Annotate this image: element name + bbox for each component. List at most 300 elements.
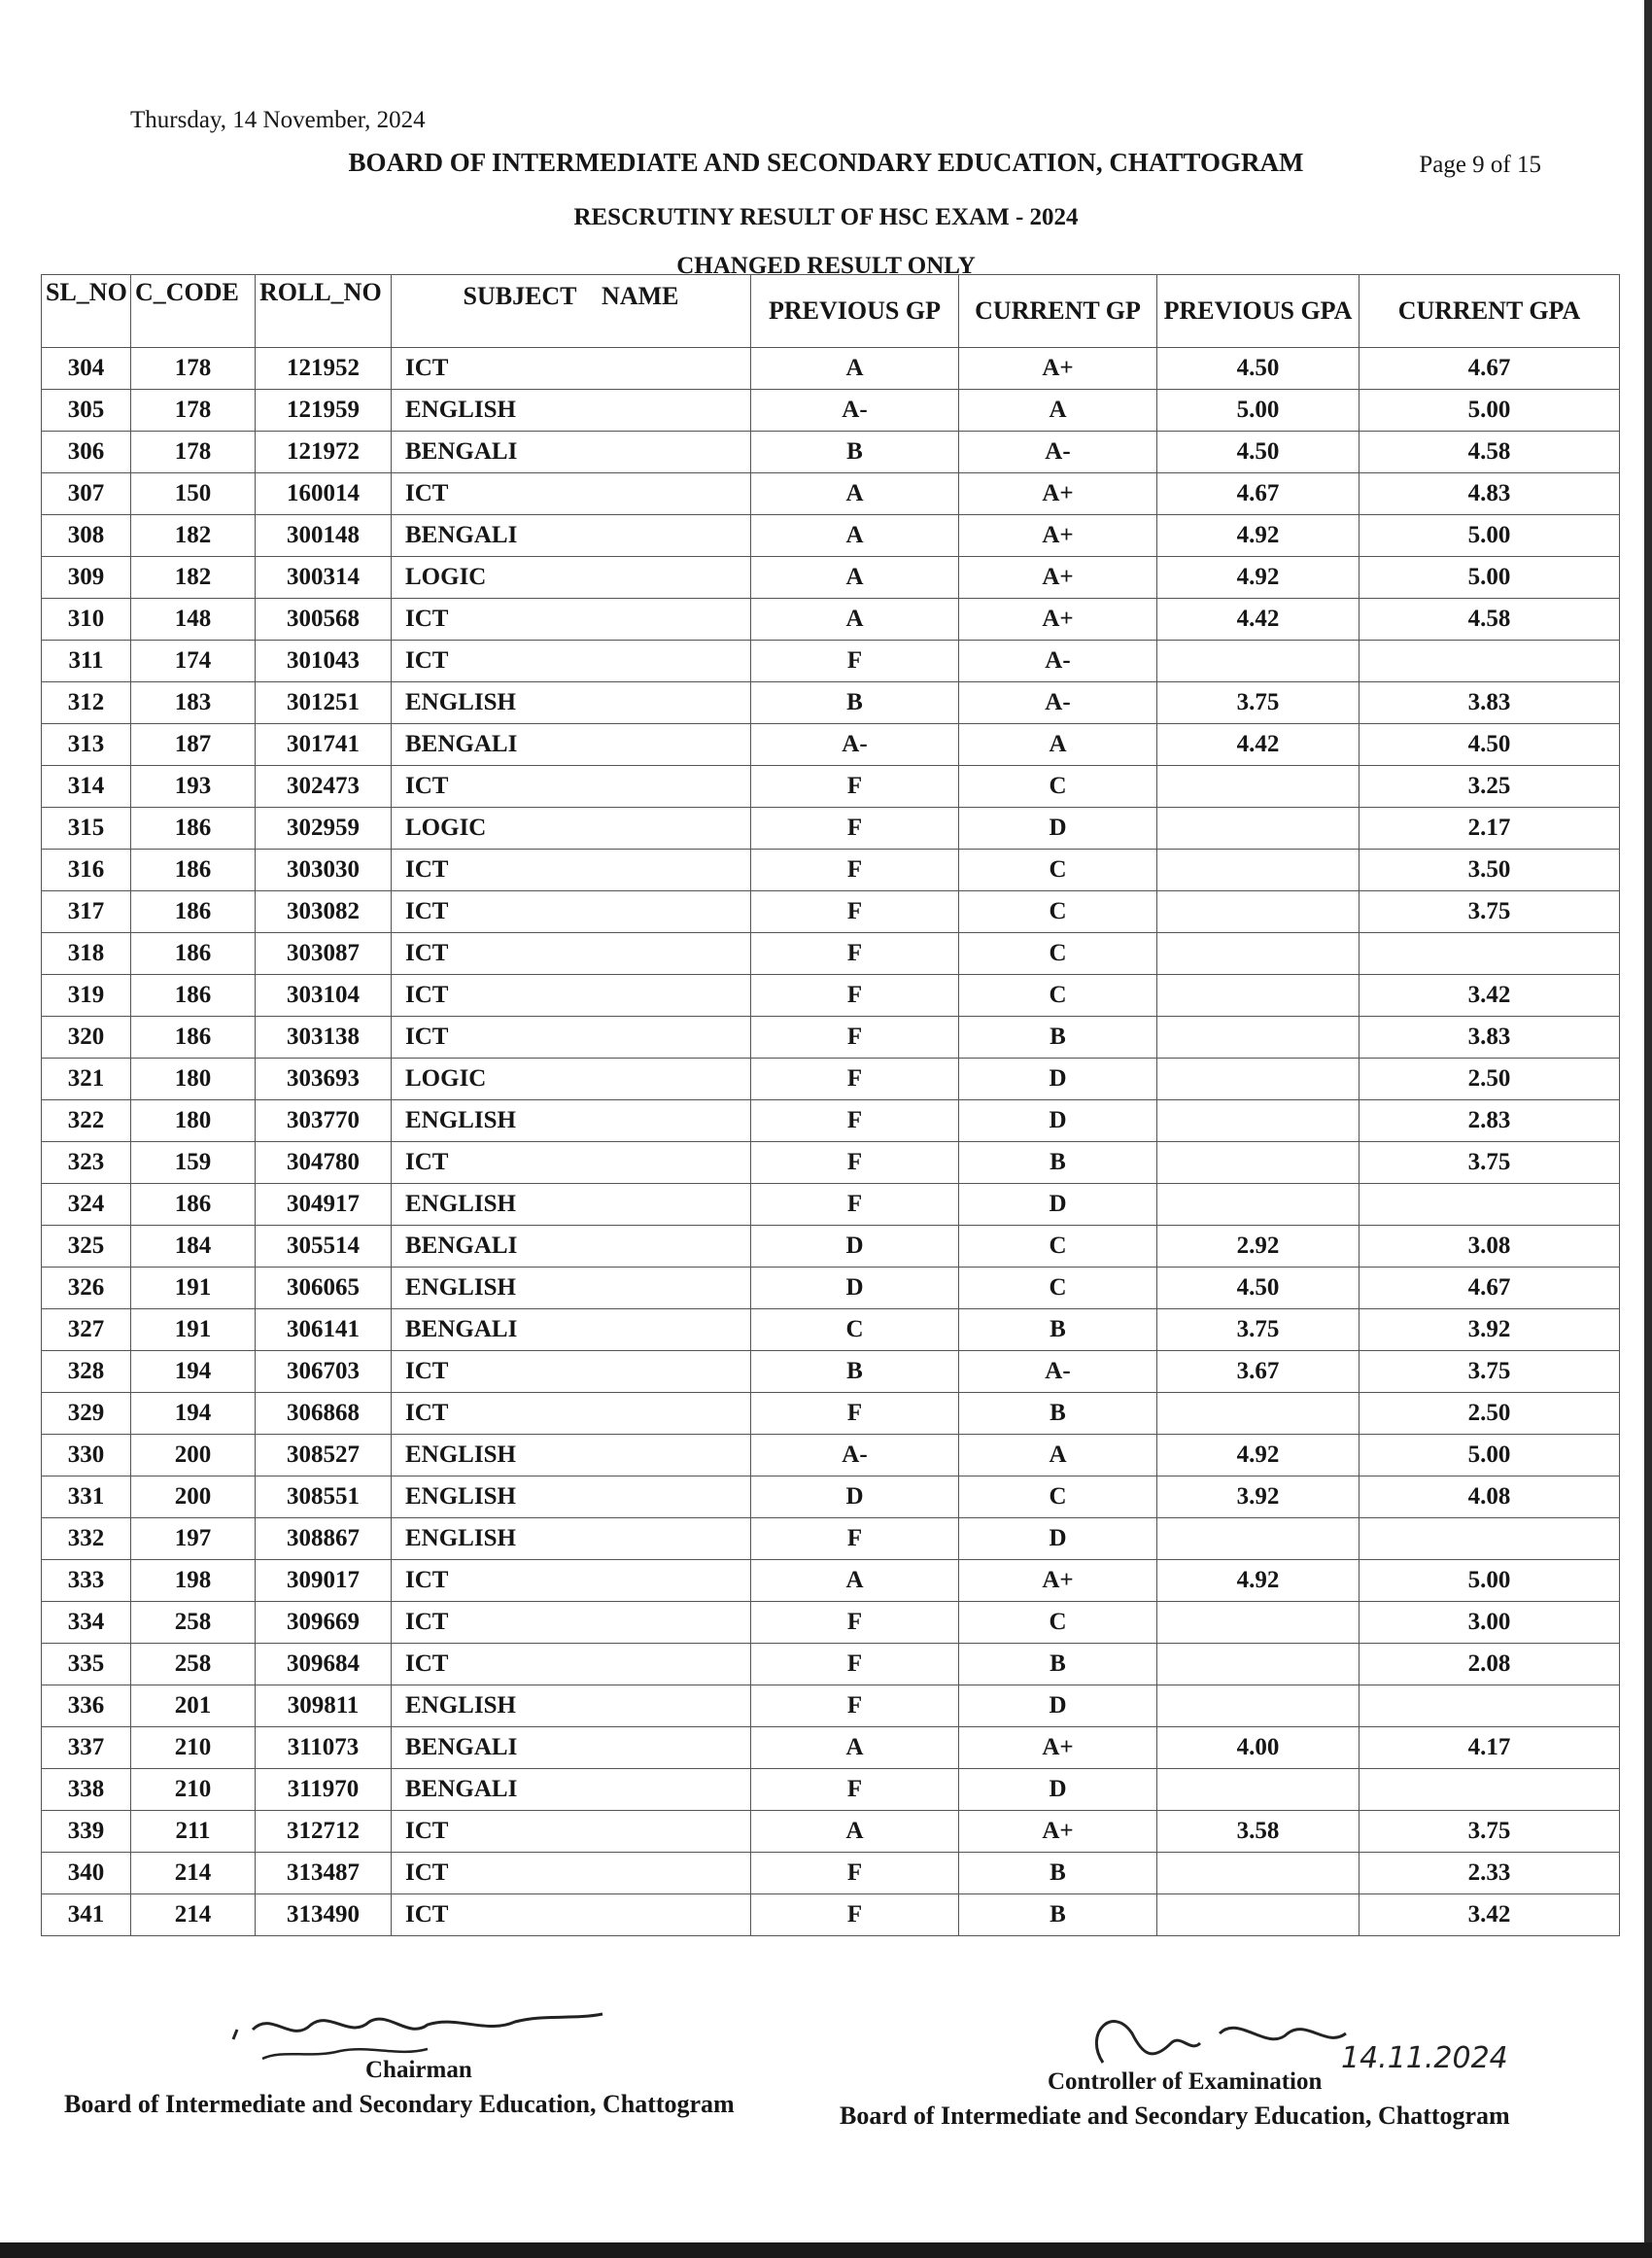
sl-no-cell: 312	[42, 682, 131, 724]
sl-no-cell: 309	[42, 557, 131, 599]
roll-no-cell: 303138	[256, 1017, 392, 1059]
table-row	[42, 1435, 1620, 1476]
c-code-cell: 159	[131, 1142, 256, 1184]
previous-gp-cell: A-	[751, 1435, 959, 1476]
previous-gpa-cell: 3.75	[1157, 682, 1359, 724]
previous-gp-cell: A-	[751, 390, 959, 432]
subject-cell: ICT	[392, 891, 751, 933]
current-gpa-cell	[1359, 1518, 1620, 1560]
subject-cell: ICT	[392, 1560, 751, 1602]
previous-gpa-cell: 4.67	[1157, 473, 1359, 515]
changed-result-title: CHANGED RESULT ONLY	[676, 253, 976, 279]
sl-no-cell: 337	[42, 1727, 131, 1769]
subject-cell: BENGALI	[392, 515, 751, 557]
sl-no-cell: 307	[42, 473, 131, 515]
page-number: Page 9 of 15	[1419, 152, 1541, 178]
roll-no-cell: 306703	[256, 1351, 392, 1393]
sl-no-cell: 315	[42, 808, 131, 850]
previous-gp-cell: F	[751, 1644, 959, 1685]
subject-cell: ENGLISH	[392, 1685, 751, 1727]
roll-no-cell: 302959	[256, 808, 392, 850]
table-row	[42, 1518, 1620, 1560]
table-row	[42, 933, 1620, 975]
sl-no-cell: 325	[42, 1226, 131, 1268]
c-code-cell: 178	[131, 432, 256, 473]
sl-no-cell: 308	[42, 515, 131, 557]
current-gpa-cell: 2.17	[1359, 808, 1620, 850]
previous-gpa-cell	[1157, 1059, 1359, 1100]
roll-no-cell: 303693	[256, 1059, 392, 1100]
roll-no-cell: 313490	[256, 1894, 392, 1936]
current-gpa-cell: 4.83	[1359, 473, 1620, 515]
c-code-cell: 194	[131, 1351, 256, 1393]
roll-no-cell: 306868	[256, 1393, 392, 1435]
sl-no-cell: 331	[42, 1476, 131, 1518]
current-gp-cell: D	[959, 1059, 1157, 1100]
c-code-cell: 214	[131, 1853, 256, 1894]
subject-cell: ICT	[392, 1602, 751, 1644]
subject-cell: ICT	[392, 348, 751, 390]
chairman-label: Chairman	[365, 2057, 472, 2083]
c-code-cell: 258	[131, 1644, 256, 1685]
previous-gp-cell: F	[751, 1602, 959, 1644]
current-gpa-cell	[1359, 641, 1620, 682]
roll-no-cell: 121952	[256, 348, 392, 390]
sl-no-cell: 317	[42, 891, 131, 933]
current-gp-cell: A+	[959, 473, 1157, 515]
previous-gp-cell: F	[751, 1100, 959, 1142]
table-row	[42, 599, 1620, 641]
current-gp-cell: A	[959, 390, 1157, 432]
current-gpa-cell: 4.58	[1359, 432, 1620, 473]
roll-no-cell: 302473	[256, 766, 392, 808]
roll-no-cell: 300568	[256, 599, 392, 641]
subject-cell: BENGALI	[392, 724, 751, 766]
current-gpa-cell	[1359, 1184, 1620, 1226]
current-gp-cell: D	[959, 1184, 1157, 1226]
previous-gp-cell: F	[751, 975, 959, 1017]
previous-gpa-cell	[1157, 1894, 1359, 1936]
c-code-cell: 180	[131, 1059, 256, 1100]
previous-gpa-cell	[1157, 1644, 1359, 1685]
subject-cell: ICT	[392, 641, 751, 682]
previous-gpa-cell: 4.50	[1157, 348, 1359, 390]
sl-no-cell: 338	[42, 1769, 131, 1811]
c-code-cell: 148	[131, 599, 256, 641]
table-row	[42, 682, 1620, 724]
subject-cell: ICT	[392, 1393, 751, 1435]
previous-gp-cell: A-	[751, 724, 959, 766]
current-gpa-cell	[1359, 933, 1620, 975]
c-code-cell: 258	[131, 1602, 256, 1644]
sl-no-cell: 329	[42, 1393, 131, 1435]
sl-no-cell: 316	[42, 850, 131, 891]
table-row	[42, 1853, 1620, 1894]
previous-gp-cell: D	[751, 1226, 959, 1268]
subject-cell: ENGLISH	[392, 390, 751, 432]
roll-no-cell: 308551	[256, 1476, 392, 1518]
subject-cell: ICT	[392, 1142, 751, 1184]
table-row	[42, 891, 1620, 933]
roll-no-cell: 312712	[256, 1811, 392, 1853]
roll-no-cell: 309669	[256, 1602, 392, 1644]
current-gp-cell: B	[959, 1644, 1157, 1685]
previous-gpa-cell: 3.75	[1157, 1309, 1359, 1351]
roll-no-cell: 303087	[256, 933, 392, 975]
previous-gpa-cell: 4.92	[1157, 557, 1359, 599]
table-row	[42, 432, 1620, 473]
current-gp-cell: A-	[959, 432, 1157, 473]
roll-no-cell: 301043	[256, 641, 392, 682]
c-code-cell: 182	[131, 557, 256, 599]
sl-no-cell: 320	[42, 1017, 131, 1059]
current-gpa-cell: 5.00	[1359, 557, 1620, 599]
table-row	[42, 1769, 1620, 1811]
roll-no-cell: 300148	[256, 515, 392, 557]
result-title: RESCRUTINY RESULT OF HSC EXAM - 2024	[573, 204, 1079, 230]
subject-cell: ICT	[392, 1351, 751, 1393]
roll-no-cell: 306065	[256, 1268, 392, 1309]
current-gpa-cell: 5.00	[1359, 390, 1620, 432]
current-gpa-cell: 2.50	[1359, 1393, 1620, 1435]
scan-edge-bottom	[0, 2242, 1652, 2258]
c-code-cell: 187	[131, 724, 256, 766]
current-gpa-cell: 3.50	[1359, 850, 1620, 891]
roll-no-cell: 309811	[256, 1685, 392, 1727]
current-gp-cell: C	[959, 850, 1157, 891]
print-date: Thursday, 14 November, 2024	[130, 107, 426, 133]
table-body	[42, 348, 1620, 1936]
current-gp-cell: B	[959, 1017, 1157, 1059]
c-code-cell: 186	[131, 1184, 256, 1226]
current-gpa-cell: 4.67	[1359, 348, 1620, 390]
roll-no-cell: 300314	[256, 557, 392, 599]
c-code-cell: 186	[131, 850, 256, 891]
c-code-cell: 191	[131, 1268, 256, 1309]
previous-gp-cell: A	[751, 473, 959, 515]
subject-cell: ENGLISH	[392, 682, 751, 724]
subject-cell: ICT	[392, 850, 751, 891]
previous-gpa-cell	[1157, 1184, 1359, 1226]
c-code-cell: 193	[131, 766, 256, 808]
subject-cell: BENGALI	[392, 1226, 751, 1268]
subject-cell: BENGALI	[392, 432, 751, 473]
previous-gp-cell: F	[751, 891, 959, 933]
previous-gp-cell: F	[751, 766, 959, 808]
table-row	[42, 808, 1620, 850]
subject-cell: ICT	[392, 1017, 751, 1059]
sl-no-cell: 334	[42, 1602, 131, 1644]
sl-no-cell: 339	[42, 1811, 131, 1853]
subject-cell: ICT	[392, 1811, 751, 1853]
current-gp-cell: A	[959, 1435, 1157, 1476]
sl-no-cell: 340	[42, 1853, 131, 1894]
c-code-cell: 184	[131, 1226, 256, 1268]
current-gp-cell: D	[959, 808, 1157, 850]
c-code-cell: 186	[131, 891, 256, 933]
sl-no-cell: 321	[42, 1059, 131, 1100]
sl-no-cell: 336	[42, 1685, 131, 1727]
c-code-cell: 174	[131, 641, 256, 682]
table-row	[42, 557, 1620, 599]
subject-cell: LOGIC	[392, 808, 751, 850]
previous-gpa-cell	[1157, 850, 1359, 891]
previous-gp-cell: F	[751, 641, 959, 682]
subject-cell: BENGALI	[392, 1727, 751, 1769]
subject-cell: ICT	[392, 1853, 751, 1894]
roll-no-cell: 304780	[256, 1142, 392, 1184]
previous-gp-cell: A	[751, 557, 959, 599]
previous-gp-cell: F	[751, 1393, 959, 1435]
previous-gpa-cell: 3.67	[1157, 1351, 1359, 1393]
subject-cell: ICT	[392, 1644, 751, 1685]
sl-no-cell: 318	[42, 933, 131, 975]
controller-label: Controller of Examination	[1048, 2068, 1323, 2095]
previous-gpa-cell	[1157, 933, 1359, 975]
table-header-row	[42, 275, 1620, 348]
current-gpa-cell: 3.83	[1359, 682, 1620, 724]
previous-gp-cell: A	[751, 515, 959, 557]
col-header-roll-no: ROLL_NO	[256, 275, 392, 348]
current-gp-cell: C	[959, 1268, 1157, 1309]
table-row	[42, 1017, 1620, 1059]
sl-no-cell: 330	[42, 1435, 131, 1476]
previous-gp-cell: F	[751, 808, 959, 850]
current-gpa-cell: 5.00	[1359, 1435, 1620, 1476]
col-header-subject-name: SUBJECT NAME	[392, 275, 751, 348]
table-row	[42, 1142, 1620, 1184]
sl-no-cell: 305	[42, 390, 131, 432]
subject-cell: ENGLISH	[392, 1184, 751, 1226]
sl-no-cell: 327	[42, 1309, 131, 1351]
signature-date: 14.11.2024	[1341, 2041, 1508, 2075]
previous-gp-cell: B	[751, 1351, 959, 1393]
current-gpa-cell: 3.42	[1359, 975, 1620, 1017]
sl-no-cell: 306	[42, 432, 131, 473]
table-row	[42, 473, 1620, 515]
table-row	[42, 641, 1620, 682]
previous-gpa-cell	[1157, 1100, 1359, 1142]
c-code-cell: 200	[131, 1476, 256, 1518]
current-gpa-cell: 3.00	[1359, 1602, 1620, 1644]
result-table	[41, 274, 1620, 1936]
table-row	[42, 1100, 1620, 1142]
previous-gpa-cell	[1157, 1518, 1359, 1560]
table-row	[42, 515, 1620, 557]
subject-cell: ICT	[392, 975, 751, 1017]
sl-no-cell: 332	[42, 1518, 131, 1560]
c-code-cell: 210	[131, 1727, 256, 1769]
current-gp-cell: B	[959, 1309, 1157, 1351]
roll-no-cell: 301251	[256, 682, 392, 724]
table-row	[42, 724, 1620, 766]
result-table-container	[41, 274, 1619, 1936]
col-header-previous-gpa: PREVIOUS GPA	[1157, 275, 1359, 348]
subject-cell: ENGLISH	[392, 1518, 751, 1560]
table-row	[42, 1894, 1620, 1936]
roll-no-cell: 303104	[256, 975, 392, 1017]
table-row	[42, 1602, 1620, 1644]
roll-no-cell: 303770	[256, 1100, 392, 1142]
table-row	[42, 1351, 1620, 1393]
previous-gpa-cell	[1157, 975, 1359, 1017]
previous-gp-cell: B	[751, 432, 959, 473]
current-gpa-cell: 5.00	[1359, 515, 1620, 557]
previous-gpa-cell	[1157, 891, 1359, 933]
current-gpa-cell: 4.08	[1359, 1476, 1620, 1518]
sl-no-cell: 341	[42, 1894, 131, 1936]
previous-gp-cell: F	[751, 933, 959, 975]
current-gp-cell: A+	[959, 515, 1157, 557]
roll-no-cell: 311970	[256, 1769, 392, 1811]
col-header-previous-gp: PREVIOUS GP	[751, 275, 959, 348]
current-gpa-cell: 3.25	[1359, 766, 1620, 808]
c-code-cell: 178	[131, 348, 256, 390]
current-gp-cell: C	[959, 766, 1157, 808]
current-gpa-cell: 2.33	[1359, 1853, 1620, 1894]
subject-cell: ENGLISH	[392, 1100, 751, 1142]
current-gpa-cell: 3.42	[1359, 1894, 1620, 1936]
previous-gp-cell: F	[751, 1518, 959, 1560]
current-gp-cell: C	[959, 1476, 1157, 1518]
previous-gpa-cell	[1157, 1769, 1359, 1811]
sl-no-cell: 319	[42, 975, 131, 1017]
current-gp-cell: A-	[959, 1351, 1157, 1393]
table-row	[42, 1184, 1620, 1226]
current-gp-cell: A+	[959, 348, 1157, 390]
previous-gpa-cell: 4.00	[1157, 1727, 1359, 1769]
current-gp-cell: A+	[959, 599, 1157, 641]
current-gp-cell: A+	[959, 1727, 1157, 1769]
previous-gp-cell: A	[751, 348, 959, 390]
previous-gp-cell: F	[751, 1142, 959, 1184]
previous-gpa-cell: 4.92	[1157, 515, 1359, 557]
table-row	[42, 1059, 1620, 1100]
previous-gpa-cell: 2.92	[1157, 1226, 1359, 1268]
c-code-cell: 201	[131, 1685, 256, 1727]
c-code-cell: 200	[131, 1435, 256, 1476]
current-gpa-cell: 4.58	[1359, 599, 1620, 641]
previous-gp-cell: F	[751, 850, 959, 891]
c-code-cell: 150	[131, 473, 256, 515]
current-gp-cell: C	[959, 1602, 1157, 1644]
roll-no-cell: 306141	[256, 1309, 392, 1351]
subject-cell: ICT	[392, 933, 751, 975]
previous-gp-cell: A	[751, 1811, 959, 1853]
current-gp-cell: D	[959, 1518, 1157, 1560]
sl-no-cell: 335	[42, 1644, 131, 1685]
previous-gp-cell: F	[751, 1853, 959, 1894]
roll-no-cell: 301741	[256, 724, 392, 766]
current-gp-cell: C	[959, 933, 1157, 975]
previous-gp-cell: F	[751, 1769, 959, 1811]
previous-gpa-cell	[1157, 1142, 1359, 1184]
subject-cell: ICT	[392, 473, 751, 515]
roll-no-cell: 304917	[256, 1184, 392, 1226]
sl-no-cell: 326	[42, 1268, 131, 1309]
previous-gpa-cell: 3.92	[1157, 1476, 1359, 1518]
c-code-cell: 198	[131, 1560, 256, 1602]
previous-gpa-cell: 4.92	[1157, 1560, 1359, 1602]
roll-no-cell: 160014	[256, 473, 392, 515]
sl-no-cell: 310	[42, 599, 131, 641]
roll-no-cell: 305514	[256, 1226, 392, 1268]
current-gpa-cell: 3.75	[1359, 1811, 1620, 1853]
sl-no-cell: 304	[42, 348, 131, 390]
current-gpa-cell: 3.92	[1359, 1309, 1620, 1351]
table-row	[42, 1727, 1620, 1769]
col-header-c-code: C_CODE	[131, 275, 256, 348]
roll-no-cell: 311073	[256, 1727, 392, 1769]
previous-gpa-cell: 4.42	[1157, 724, 1359, 766]
table-row	[42, 390, 1620, 432]
current-gp-cell: B	[959, 1853, 1157, 1894]
scan-edge-right	[1644, 0, 1652, 2258]
current-gpa-cell: 2.50	[1359, 1059, 1620, 1100]
table-row	[42, 1560, 1620, 1602]
current-gp-cell: B	[959, 1894, 1157, 1936]
current-gp-cell: A+	[959, 1811, 1157, 1853]
current-gpa-cell: 4.67	[1359, 1268, 1620, 1309]
previous-gp-cell: D	[751, 1476, 959, 1518]
sl-no-cell: 322	[42, 1100, 131, 1142]
previous-gpa-cell	[1157, 641, 1359, 682]
sl-no-cell: 328	[42, 1351, 131, 1393]
table-row	[42, 1393, 1620, 1435]
previous-gp-cell: F	[751, 1184, 959, 1226]
current-gpa-cell: 3.75	[1359, 1142, 1620, 1184]
subject-cell: ENGLISH	[392, 1268, 751, 1309]
roll-no-cell: 313487	[256, 1853, 392, 1894]
subject-cell: ICT	[392, 766, 751, 808]
sl-no-cell: 314	[42, 766, 131, 808]
previous-gp-cell: A	[751, 1727, 959, 1769]
table-row	[42, 1268, 1620, 1309]
c-code-cell: 186	[131, 975, 256, 1017]
current-gpa-cell: 3.75	[1359, 1351, 1620, 1393]
current-gp-cell: A-	[959, 641, 1157, 682]
roll-no-cell: 121959	[256, 390, 392, 432]
table-row	[42, 1811, 1620, 1853]
current-gpa-cell: 3.75	[1359, 891, 1620, 933]
controller-board-name: Board of Intermediate and Secondary Education, Chattogram	[840, 2102, 1510, 2130]
c-code-cell: 211	[131, 1811, 256, 1853]
subject-cell: ICT	[392, 599, 751, 641]
previous-gp-cell: C	[751, 1309, 959, 1351]
table-row	[42, 1685, 1620, 1727]
current-gp-cell: A+	[959, 1560, 1157, 1602]
previous-gp-cell: A	[751, 1560, 959, 1602]
roll-no-cell: 303082	[256, 891, 392, 933]
col-header-current-gp: CURRENT GP	[959, 275, 1157, 348]
roll-no-cell: 121972	[256, 432, 392, 473]
current-gp-cell: D	[959, 1769, 1157, 1811]
roll-no-cell: 309017	[256, 1560, 392, 1602]
current-gp-cell: B	[959, 1142, 1157, 1184]
previous-gpa-cell: 5.00	[1157, 390, 1359, 432]
roll-no-cell: 308867	[256, 1518, 392, 1560]
table-row	[42, 1309, 1620, 1351]
table-row	[42, 348, 1620, 390]
previous-gpa-cell	[1157, 766, 1359, 808]
current-gpa-cell: 3.83	[1359, 1017, 1620, 1059]
subject-cell: ENGLISH	[392, 1435, 751, 1476]
sl-no-cell: 323	[42, 1142, 131, 1184]
previous-gpa-cell	[1157, 1853, 1359, 1894]
previous-gp-cell: F	[751, 1059, 959, 1100]
sl-no-cell: 313	[42, 724, 131, 766]
current-gpa-cell	[1359, 1685, 1620, 1727]
